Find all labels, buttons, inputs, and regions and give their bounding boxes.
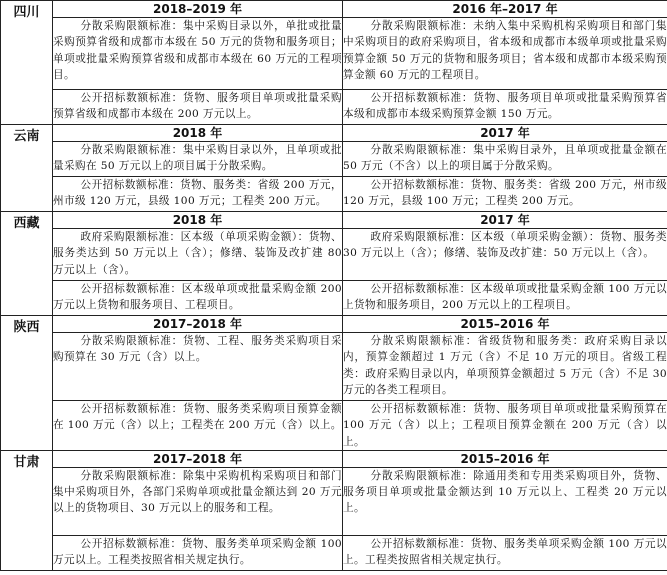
tender-row (1, 535, 667, 570)
region-name: 陕西 (1, 316, 53, 451)
decentralized-cell (343, 333, 667, 401)
region-row-header (1, 212, 667, 229)
decentralized-cell (343, 229, 667, 281)
tender-cell (53, 401, 343, 451)
decentralized-text: 分散采购限额标准：集中采购目录外，且单项或批量金额在 50 万元（不含）以上的项目属于分散采购。 (343, 144, 667, 173)
decentralized-row (1, 467, 667, 535)
decentralized-text: 政府采购限额标准：区本级（单项采购金额）：货物、服务类达到 50 万元以上（含）；修缮、装饰及改扩建 80 万元以上（含）。 (53, 231, 342, 276)
year-header: 2018 年 (53, 125, 343, 142)
decentralized-text: 分散采购限额标准：货物、工程、服务类采购项目采购预算在 30 万元（含）以上。 (53, 335, 342, 364)
decentralized-row (1, 333, 667, 401)
decentralized-cell (53, 18, 343, 90)
tender-text: 公开招标数额标准：货物、服务类单项采购金额 100 万元以上。工程类按照省相关规定执行。 (343, 537, 667, 567)
decentralized-text: 分散采购限额标准：除通用类和专用类采购项目外，货物、服务项目单项或批量金额达到 10 万元以上、工程类 20 万元以上。 (343, 469, 667, 515)
year-header: 2017 年 (343, 212, 667, 229)
decentralized-cell (343, 18, 667, 90)
decentralized-text: 政府采购限额标准：区本级（单项采购金额）：货物、服务类 30 万元以上（含）；修缮、装饰及改扩建：50 万元以上（含）。 (343, 231, 667, 260)
tender-cell (53, 535, 343, 570)
decentralized-cell (53, 333, 343, 401)
decentralized-text: 分散采购限额标准：未纳入集中采购机构采购项目和部门集中采购项目的政府采购项目，省本级和成都市本级单项或批量采购预算金额 50 万元的货物和服务项目；省本级和成都市本级采购预算金额 60 万元的工程项目。 (343, 20, 667, 81)
year-header: 2016 年–2017 年 (343, 1, 667, 18)
year-header: 2015–2016 年 (343, 316, 667, 333)
tender-cell (53, 177, 343, 212)
region-row-header (1, 1, 667, 18)
decentralized-text: 分散采购限额标准：集中采购目录以外，单批或批量采购预算省级和成都市本级在 50 万元的货物和服务项目；单项或批量采购预算省级和成都市本级在 60 万元的工程项目。 (53, 20, 342, 81)
tender-text: 公开招标数额标准：货物、服务项目单项或批量采购预算省级和成都市本级在 200 万元以上。 (53, 92, 342, 121)
decentralized-row (1, 18, 667, 90)
region-name: 西藏 (1, 212, 53, 316)
tender-cell (343, 535, 667, 570)
tender-text: 公开招标数额标准：货物、服务类采购项目预算金额在 100 万元（含）以上；工程类在 200 万元（含）以上。 (53, 403, 342, 432)
year-header: 2015–2016 年 (343, 450, 667, 467)
decentralized-cell (53, 229, 343, 281)
tender-cell (53, 281, 343, 316)
decentralized-cell (343, 142, 667, 177)
year-header: 2017 年 (343, 125, 667, 142)
region-row-header (1, 450, 667, 467)
decentralized-text: 分散采购限额标准：除集中采购机构采购项目和部门集中采购项目外，各部门采购单项或批量金额达到 20 万元以上的货物项目、30 万元以上的服务和工程。 (53, 469, 342, 515)
tender-row (1, 90, 667, 125)
year-header: 2017–2018 年 (53, 316, 343, 333)
region-name: 甘肃 (1, 450, 53, 570)
decentralized-text: 分散采购限额标准：省级货物和服务类：政府采购目录以内，预算金额超过 1 万元（含）不足 10 万元的项目。省级工程类：政府采购目录以内，单项预算金额超过 5 万元（含）不足 30 万元的各类工程项目。 (343, 335, 667, 396)
tender-text: 公开招标数额标准：区本级单项或批量采购金额 100 万元以上货物和服务项目，200 万元以上的工程项目。 (343, 283, 667, 312)
tender-cell (343, 177, 667, 212)
tender-text: 公开招标数额标准：区本级单项或批量采购金额 200 万元以上货物和服务项目、工程项目。 (53, 283, 342, 312)
decentralized-cell (343, 467, 667, 535)
tender-text: 公开招标数额标准：货物、服务类：省级 200 万元，州市级 120 万元，县级 100 万元；工程类 200 万元。 (343, 179, 667, 208)
region-name: 云南 (1, 125, 53, 212)
tender-text: 公开招标数额标准：货物、服务项目单项或批量采购预算省本级和成都市本级采购预算金额 150 万元。 (343, 92, 667, 121)
region-row-header (1, 316, 667, 333)
decentralized-cell (53, 142, 343, 177)
tender-cell (343, 281, 667, 316)
region-name: 四川 (1, 1, 53, 125)
region-row-header (1, 125, 667, 142)
tender-text: 公开招标数额标准：货物、服务项目单项或批量采购预算在 100 万元（含）以上；工程项目预算金额在 200 万元（含）以上。 (343, 403, 667, 448)
tender-cell (53, 90, 343, 125)
year-header: 2017–2018 年 (53, 450, 343, 467)
tender-row (1, 401, 667, 451)
decentralized-row (1, 229, 667, 281)
year-header: 2018–2019 年 (53, 1, 343, 18)
tender-row (1, 281, 667, 316)
tender-text: 公开招标数额标准：货物、服务类单项采购金额 100 万元以上。工程类按照省相关规定执行。 (53, 537, 342, 567)
tender-row (1, 177, 667, 212)
decentralized-text: 分散采购限额标准：集中采购目录以外，且单项或批量采购在 50 万元以上的项目属于分散采购。 (53, 144, 342, 173)
tender-text: 公开招标数额标准：货物、服务类：省级 200 万元，州市级 120 万元，县级 100 万元；工程类 200 万元。 (53, 179, 342, 208)
tender-cell (343, 401, 667, 451)
decentralized-cell (53, 467, 343, 535)
tender-cell (343, 90, 667, 125)
year-header: 2018 年 (53, 212, 343, 229)
decentralized-row (1, 142, 667, 177)
